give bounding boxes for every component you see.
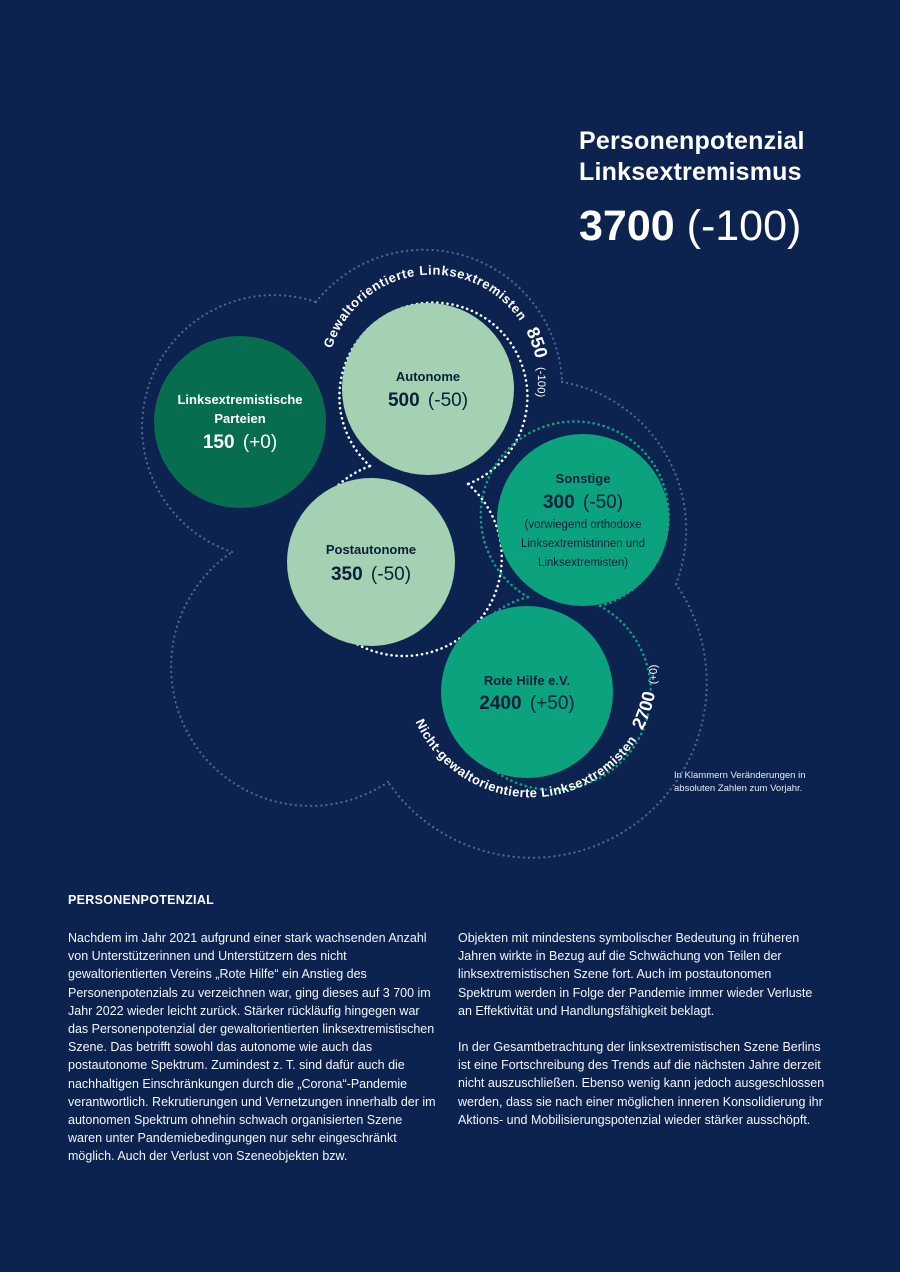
label-postautonome (326, 542, 416, 585)
rote-hilfe-value: 2400 (479, 693, 522, 714)
title-line-1: Personenpotenzial (579, 127, 805, 155)
postautonome-change: (-50) (370, 564, 412, 585)
rote-hilfe-name: Rote Hilfe e.V. (483, 673, 571, 688)
postautonome-value-line (331, 564, 411, 585)
sonstige-sub-line3: Linksextremisten) (537, 557, 629, 569)
sonstige-change: (-50) (582, 492, 624, 513)
circle-postautonome (287, 478, 455, 646)
sonstige-name: Sonstige (555, 471, 611, 486)
postautonome-name: Postautonome (325, 542, 417, 557)
diagram-title (579, 126, 879, 250)
rote-hilfe-change: (+50) (529, 693, 575, 714)
autonome-value: 500 (387, 390, 420, 411)
parteien-change: (+0) (242, 432, 278, 453)
body-column-left (68, 929, 438, 1184)
nicht-gewaltorientiert-cluster-label: Nicht-gewaltorientierte Linksextremisten 2700 (+0) (412, 664, 660, 801)
change-note: In Klammern Veränderungen in absoluten Zahlen zum Vorjahr. (674, 770, 806, 794)
label-autonome (388, 369, 468, 411)
parteien-name-line2: Parteien (214, 411, 266, 426)
sonstige-value-line (543, 492, 623, 513)
circle-rote-hilfe (441, 606, 613, 778)
postautonome-value: 350 (330, 564, 363, 585)
circle-autonome (342, 303, 514, 475)
autonome-name: Autonome (395, 369, 461, 384)
total-change: (-100) (686, 202, 802, 250)
body-column-right (458, 929, 828, 1147)
title-line-2: Linksextremismus (579, 158, 802, 186)
parteien-name-line1: Linksextremistische (177, 392, 303, 407)
sonstige-sub-line1: (vorwiegend orthodoxe (524, 519, 642, 531)
sonstige-sub-line2: Linksextremistinnen und (520, 538, 646, 550)
body-paragraph: Objekten mit mindestens symbolischer Bedeutung in früheren Jahren wirkte in Bezug auf die Schwächung von Teilen der linksextremistischen Szene fort. Auch im postautonomen Spektrum werden in Folge der Pandemie immer wieder Verluste an Effektivität und Handlungsfähigkeit beklagt. (458, 931, 813, 1018)
total-value: 3700 (579, 202, 675, 250)
total-count (579, 202, 879, 250)
parteien-value: 150 (202, 432, 235, 453)
autonome-change: (-50) (427, 390, 469, 411)
body-paragraph: Nachdem im Jahr 2021 aufgrund einer stark wachsenden Anzahl von Unterstützerinnen und Unterstützern des nicht gewaltorientierten Vereins „Rote Hilfe“ ein Anstieg des Personenpotenzials zu verzeichnen war, ging dieses auf 3 700 im Jahr 2022 wieder leicht zurück. Stärker rückläufig hingegen war das Personenpotenzial der gewaltorientierten linksextremistischen Szene. Das betrifft sowohl das autonome wie auch das postautonome Spektrum. Zumindest z. T. sind dafür auch die nachhaltigen Einschränkungen durch die „Corona“-Pandemie verantwortlich. Rekrutierungen und Vernetzungen innerhalb der im autonomen Spektrum ohnehin schwach organisierten Szene waren unter Pandemiebedingungen nur sehr eingeschränkt möglich. Auch der Verlust von Szeneobjekten bzw. (68, 931, 436, 1164)
gewaltorientiert-cluster-label: Gewaltorientierte Linksextremisten 850 (-100) (320, 262, 552, 399)
sonstige-value: 300 (542, 492, 575, 513)
section-title: PERSONENPOTENZIAL (68, 893, 215, 907)
body-paragraph: In der Gesamtbetrachtung der linksextremistischen Szene Berlins ist eine Fortschreibung des Trends auf die nächsten Jahre derzeit nicht auszuschließen. Ebenso wenig kann jedoch ausgeschlossen werden, dass sie nach einer möglichen inneren Konsolidierung ihr Aktions- und Mobilisierungspotenzial wieder stärker ausschöpft. (458, 1040, 825, 1127)
autonome-value-line (388, 390, 468, 411)
